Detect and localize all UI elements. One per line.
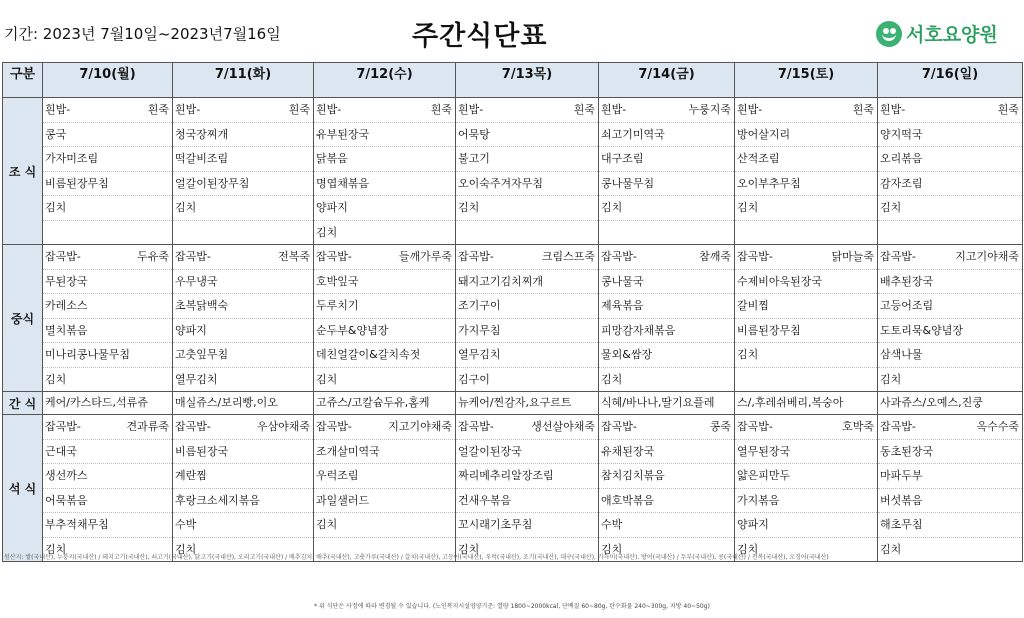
menu-item: 카레소스 — [43, 294, 172, 319]
main-dish-line — [878, 415, 1022, 440]
porridge-label: 두유죽 — [137, 250, 169, 263]
rice-label: 잡곡밥- — [880, 250, 916, 263]
day-header: 7/13목) — [456, 63, 599, 98]
snack-cell — [173, 392, 314, 415]
main-dish-line — [43, 98, 172, 123]
dinner-label: 석 식 — [3, 415, 43, 562]
menu-item: 짜리메추리알장조림 — [456, 464, 598, 489]
breakfast-cell — [599, 98, 735, 245]
weekly-menu-table — [2, 62, 1023, 562]
menu-item — [878, 221, 1022, 245]
menu-item: 피망감자채볶음 — [599, 319, 734, 344]
day-header: 7/15(토) — [735, 63, 878, 98]
menu-item: 후랑크소세지볶음 — [173, 489, 313, 514]
menu-item: 수제비아욱된장국 — [735, 270, 877, 295]
porridge-label: 참깨죽 — [699, 250, 731, 263]
day-header: 7/10(월) — [43, 63, 173, 98]
dinner-cell — [314, 415, 456, 562]
lunch-cell — [878, 245, 1023, 392]
menu-item: 삼색나물 — [878, 343, 1022, 368]
rice-label: 흰밥- — [601, 103, 627, 116]
menu-item: 우무냉국 — [173, 270, 313, 295]
day-header-row — [3, 63, 1023, 98]
snack-cell — [43, 392, 173, 415]
porridge-label: 크림스프죽 — [541, 250, 595, 263]
menu-item: 조기구이 — [456, 294, 598, 319]
day-header: 7/12(수) — [314, 63, 456, 98]
rice-label: 잡곡밥- — [458, 250, 494, 263]
logo-text: 서호요양원 — [906, 24, 998, 46]
porridge-label: 흰죽 — [288, 103, 310, 116]
menu-item: 양파지 — [735, 513, 877, 538]
menu-item: 감자조림 — [878, 172, 1022, 197]
menu-item: 어묵탕 — [456, 123, 598, 148]
menu-item: 마파두부 — [878, 464, 1022, 489]
breakfast-cell — [314, 98, 456, 245]
porridge-label: 누룽지죽 — [688, 103, 731, 116]
menu-item — [456, 221, 598, 245]
breakfast-row — [3, 98, 1023, 245]
rice-label: 흰밥- — [316, 103, 342, 116]
menu-item: 김치 — [880, 372, 902, 386]
rice-label: 잡곡밥- — [880, 420, 916, 433]
menu-item: 얼갈이된장무침 — [173, 172, 313, 197]
dinner-cell — [43, 415, 173, 562]
menu-item: 김치 — [601, 542, 623, 556]
porridge-label: 전복죽 — [278, 250, 310, 263]
porridge-label: 흰죽 — [147, 103, 169, 116]
menu-item: 불고기 — [456, 147, 598, 172]
menu-item: 양파지 — [314, 196, 455, 221]
menu-item: 버섯볶음 — [878, 489, 1022, 514]
main-dish-line — [456, 415, 598, 440]
menu-item: 두루치기 — [314, 294, 455, 319]
menu-item — [735, 368, 877, 392]
main-dish-line — [735, 245, 877, 270]
dinner-cell — [735, 415, 878, 562]
main-dish-line — [314, 245, 455, 270]
menu-item: 김치 — [601, 372, 623, 386]
menu-item: 비름된장무침 — [43, 172, 172, 197]
day-header: 7/11(화) — [173, 63, 314, 98]
menu-item: 김치 — [316, 372, 338, 386]
menu-item: 갈비찜 — [735, 294, 877, 319]
menu-item: 생선까스 — [43, 464, 172, 489]
main-dish-line — [173, 98, 313, 123]
snack-cell — [314, 392, 456, 415]
menu-item: 멸치볶음 — [43, 319, 172, 344]
menu-item: 김치 — [735, 196, 877, 221]
rice-label: 흰밥- — [45, 103, 71, 116]
dinner-cell — [599, 415, 735, 562]
menu-item: 쇠고기미역국 — [599, 123, 734, 148]
main-dish-line — [173, 415, 313, 440]
menu-item: 콩국 — [43, 123, 172, 148]
menu-item: 데친얼갈이&갈치속젓 — [314, 343, 455, 368]
dinner-cell — [878, 415, 1023, 562]
menu-item: 순두부&양념장 — [314, 319, 455, 344]
menu-item: 건새우볶음 — [456, 489, 598, 514]
menu-item: 조개살미역국 — [314, 440, 455, 465]
porridge-label: 지고기야채죽 — [388, 420, 452, 433]
period-text: 기간: 2023년 7월10일~2023년7월16일 — [4, 25, 281, 43]
main-dish-line — [735, 415, 877, 440]
menu-item: 오이부추무침 — [735, 172, 877, 197]
menu-item — [173, 221, 313, 245]
menu-item: 제육볶음 — [599, 294, 734, 319]
menu-item: 애호박볶음 — [599, 489, 734, 514]
menu-item: 꼬시래기초무침 — [456, 513, 598, 538]
main-dish-line — [456, 98, 598, 123]
menu-item: 미나리콩나물무침 — [43, 343, 172, 368]
porridge-label: 생선살야채죽 — [531, 420, 595, 433]
menu-item — [43, 221, 172, 245]
main-dish-line — [599, 245, 734, 270]
porridge-label: 콩죽 — [709, 420, 731, 433]
menu-item: 김치 — [735, 343, 877, 368]
menu-item: 김치 — [878, 196, 1022, 221]
menu-item: 참치김치볶음 — [599, 464, 734, 489]
porridge-label: 들깨가루죽 — [398, 250, 452, 263]
menu-item: 명엽채볶음 — [314, 172, 455, 197]
menu-item: 닭볶음 — [314, 147, 455, 172]
menu-item: 콩나물무침 — [599, 172, 734, 197]
porridge-label: 흰죽 — [573, 103, 595, 116]
rice-label: 흰밥- — [880, 103, 906, 116]
menu-item — [735, 221, 877, 245]
menu-item: 산적조림 — [735, 147, 877, 172]
page-header — [0, 0, 1024, 62]
dinner-cell — [173, 415, 314, 562]
lunch-label: 중식 — [3, 245, 43, 392]
rice-label: 잡곡밥- — [737, 250, 773, 263]
menu-item: 열무된장국 — [735, 440, 877, 465]
main-dish-line — [735, 98, 877, 123]
porridge-label: 흰죽 — [852, 103, 874, 116]
menu-item: 배추된장국 — [878, 270, 1022, 295]
menu-item: 얼갈이된장국 — [456, 440, 598, 465]
rice-label: 잡곡밥- — [316, 420, 352, 433]
menu-item: 우럭조림 — [314, 464, 455, 489]
rice-label: 잡곡밥- — [316, 250, 352, 263]
rice-label: 잡곡밥- — [601, 420, 637, 433]
page-title: 주간식단표 — [412, 21, 548, 52]
lunch-cell — [173, 245, 314, 392]
rice-label: 잡곡밥- — [601, 250, 637, 263]
snack-item: 고쥬스/고칼슘두유,홈케 — [316, 396, 430, 409]
porridge-label: 옥수수죽 — [976, 420, 1019, 433]
main-dish-line — [43, 415, 172, 440]
menu-item: 열무김치 — [456, 343, 598, 368]
snack-cell — [599, 392, 735, 415]
main-dish-line — [878, 98, 1022, 123]
main-dish-line — [314, 98, 455, 123]
main-dish-line — [43, 245, 172, 270]
menu-item: 김치 — [45, 542, 67, 556]
snack-item: 뉴케어/찐감자,요구르트 — [458, 396, 572, 409]
menu-item — [599, 221, 734, 245]
snack-item: 매실쥬스/보리빵,이오 — [175, 396, 278, 409]
main-dish-line — [173, 245, 313, 270]
porridge-label: 견과류죽 — [126, 420, 169, 433]
breakfast-cell — [173, 98, 314, 245]
snack-item: 케어/카스타드,석류쥬 — [45, 396, 148, 409]
breakfast-cell — [735, 98, 878, 245]
rice-label: 잡곡밥- — [175, 420, 211, 433]
dinner-cell — [456, 415, 599, 562]
menu-item: 무된장국 — [43, 270, 172, 295]
snack-row — [3, 392, 1023, 415]
menu-item: 대구조림 — [599, 147, 734, 172]
rice-label: 흰밥- — [175, 103, 201, 116]
menu-item: 돼지고기김치찌개 — [456, 270, 598, 295]
corner-label: 구분 — [3, 63, 43, 98]
menu-item: 가지무침 — [456, 319, 598, 344]
menu-item: 김구이 — [458, 372, 490, 386]
menu-item: 김치 — [316, 225, 338, 239]
snack-item: 식혜/바나나,딸기요플레 — [601, 396, 715, 409]
lunch-cell — [735, 245, 878, 392]
menu-item: 어묵볶음 — [43, 489, 172, 514]
menu-item: 해초무침 — [878, 513, 1022, 538]
porridge-label: 호박죽 — [842, 420, 874, 433]
menu-item: 방어살지리 — [735, 123, 877, 148]
porridge-label: 흰죽 — [430, 103, 452, 116]
breakfast-cell — [456, 98, 599, 245]
snack-label: 간 식 — [3, 392, 43, 415]
menu-item: 김치 — [314, 513, 455, 538]
rice-label: 잡곡밥- — [175, 250, 211, 263]
menu-item: 부추적채무침 — [43, 513, 172, 538]
snack-item: 사과쥬스/오예스,진쿵 — [880, 396, 983, 409]
logo — [876, 20, 998, 47]
lunch-cell — [314, 245, 456, 392]
menu-item: 청국장찌개 — [173, 123, 313, 148]
snack-cell — [878, 392, 1023, 415]
menu-item: 김치 — [880, 542, 902, 556]
menu-item: 유부된장국 — [314, 123, 455, 148]
menu-item: 물외&쌈장 — [599, 343, 734, 368]
menu-item: 떡갈비조림 — [173, 147, 313, 172]
menu-item: 근대국 — [43, 440, 172, 465]
origin-notes: 원산지: 쌀(국내산), 누룽지(국내산) / 돼지고기(국내산), 쇠고기(국내산), 닭고기(국내산), 오리고기(국내산) / 배추김치: 배추(국내산), 고춧가루(국내산) / 갈치(국내산), 고등어(국내산), 우럭(국내산), 조기(국내산), 대구(국내산), 가자미(국내산), 방어(국내산) / 두부(국내산), 콩(국내산) / 전복(국내산), 오징어(국내산) — [4, 554, 829, 561]
smile-logo-icon — [876, 21, 902, 47]
breakfast-cell — [878, 98, 1023, 245]
menu-item: 비름된장국 — [173, 440, 313, 465]
menu-item: 초복닭백숙 — [173, 294, 313, 319]
menu-item: 오리볶음 — [878, 147, 1022, 172]
snack-cell — [456, 392, 599, 415]
menu-item: 양지떡국 — [878, 123, 1022, 148]
menu-item: 김치 — [737, 542, 759, 556]
main-dish-line — [314, 415, 455, 440]
day-header: 7/16(일) — [878, 63, 1023, 98]
lunch-cell — [43, 245, 173, 392]
menu-item: 동초된장국 — [878, 440, 1022, 465]
menu-item: 김치 — [456, 196, 598, 221]
rice-label: 잡곡밥- — [458, 420, 494, 433]
day-header: 7/14(금) — [599, 63, 735, 98]
menu-item: 계란찜 — [173, 464, 313, 489]
main-dish-line — [456, 245, 598, 270]
rice-label: 흰밥- — [737, 103, 763, 116]
menu-item: 수박 — [599, 513, 734, 538]
menu-item: 호박잎국 — [314, 270, 455, 295]
lunch-cell — [456, 245, 599, 392]
rice-label: 흰밥- — [458, 103, 484, 116]
menu-item: 비름된장무침 — [735, 319, 877, 344]
menu-item: 가자미조림 — [43, 147, 172, 172]
menu-item: 오이숙주겨자무침 — [456, 172, 598, 197]
porridge-label: 우삼야채죽 — [256, 420, 310, 433]
menu-item: 고춧잎무침 — [173, 343, 313, 368]
dinner-row — [3, 415, 1023, 562]
menu-item: 김치 — [173, 196, 313, 221]
footer — [0, 550, 1024, 618]
menu-item: 도토리묵&양념장 — [878, 319, 1022, 344]
lunch-cell — [599, 245, 735, 392]
porridge-label: 닭마늘죽 — [831, 250, 874, 263]
footer-note: * 위 식단은 사정에 따라 변경될 수 있습니다. (노인복지시설영양기준: 열량 1800~2000kcal, 단백질 60~80g, 탄수화물 240~300g, 지방 40~50g) — [314, 603, 710, 610]
porridge-label: 지고기야채죽 — [955, 250, 1019, 263]
lunch-row — [3, 245, 1023, 392]
menu-item: 김치 — [458, 542, 480, 556]
menu-item: 콩나물국 — [599, 270, 734, 295]
snack-item: 스/,후레쉬베리,복숭아 — [737, 396, 844, 409]
rice-label: 잡곡밥- — [45, 420, 81, 433]
menu-item: 김치 — [599, 196, 734, 221]
menu-item: 김치 — [175, 542, 197, 556]
snack-cell — [735, 392, 878, 415]
menu-item: 김치 — [45, 372, 67, 386]
main-dish-line — [878, 245, 1022, 270]
menu-item: 열무김치 — [175, 372, 218, 386]
breakfast-cell — [43, 98, 173, 245]
menu-item: 과일샐러드 — [314, 489, 455, 514]
porridge-label: 흰죽 — [997, 103, 1019, 116]
rice-label: 잡곡밥- — [45, 250, 81, 263]
menu-item: 김치 — [43, 196, 172, 221]
breakfast-label: 조 식 — [3, 98, 43, 245]
menu-item: 수박 — [173, 513, 313, 538]
menu-item: 가지볶음 — [735, 489, 877, 514]
menu-item: 유채된장국 — [599, 440, 734, 465]
main-dish-line — [599, 98, 734, 123]
main-dish-line — [599, 415, 734, 440]
menu-item: 얇은피만두 — [735, 464, 877, 489]
rice-label: 잡곡밥- — [737, 420, 773, 433]
menu-item: 고등어조림 — [878, 294, 1022, 319]
menu-item: 양파지 — [173, 319, 313, 344]
